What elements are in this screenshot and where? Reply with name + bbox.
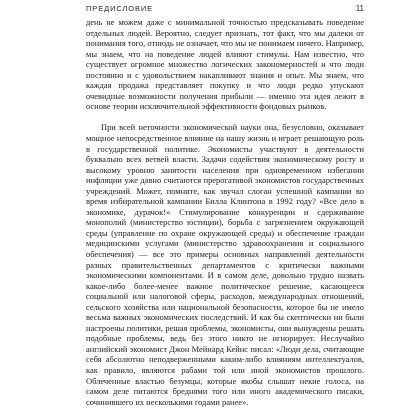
book-page — [86, 0, 364, 420]
paragraph: При всей неточности экономической науки она, безусловно, оказывает мощное непосредственное влияние на нашу жизнь и играет решающую роль в государственной политике. Экономисты участвуют в деятельности буквально всех ветвей власти. Задачи содействия экономическому росту и высокому уровню занятости населения при одновременном избегании инфляции уже давно считаются прерогативой экономистов государственных учреждений. Может, помните, как звучал слоган успешной кампании во время избирательной кампании Билла Клинтона в 1992 году? «Все дело в экономике, дурачок!» Стимулирование конкуренции и сдерживание монополий (министерство юстиции), борьба с загрязнением окружающей среды (управление по охране окружающей среды) и обеспечение граждан медицинскими услугами (министерство здравоохранения и социального обеспечения) — все это примеры основных направлений деятельности разных правительственных департаментов с критически важными экономическими компонентами. И в самом деле, довольно трудно назвать какое-либо более-менее важное политическое решение, касающееся социальной или налоговой сферы, расходов, международных отношений, сельского хозяйства или национальной безопасности, которое бы не имело весьма важных экономических последствий. И как бы скептически ни были настроены политики, решая проблемы, экономисты, они вынуждены решать подобные проблемы, ведь без этого никто не игнорирует. Неслучайно английский экономист Джон Мейнард Кейнс писал: «Люди дела, считающие себя абсолютно неподверженными каким-либо влияниям интеллектуалов, как правило, являются рабами той или иной экономистов прошлого. Облеченные властью безумцы, которые якобы слышат некие голоса, на самом деле питаются бреднями того или иного академического писаки, сочинившего их несколькими годами ранее». — [86, 122, 364, 407]
running-head — [86, 2, 364, 14]
paragraph-continued: день не можем даже с минимальной точностью предсказывать поведение отдельных людей. Вероятно, следует признать, тот факт, что мы далеки от понимания того, отнюдь не означает, что мы не понимаем ничего. Например, мы знаем, что на поведение людей влияют стимулы. Нам известно, что существует огромное множество логических закономерностей и что люди постоянно и с удовольствием накапливают знания и опыт. Мы знаем, что каждая продажа представляет покупку и что люди редко упускают очевидные возможности получения прибыли — именно эта идея лежит в основе теории исключительной эффективности фондовых рынков. — [86, 17, 364, 112]
section-title: ПРЕДИСЛОВИЕ — [86, 3, 154, 13]
page-number: 11 — [355, 3, 364, 13]
body-text — [86, 17, 364, 407]
